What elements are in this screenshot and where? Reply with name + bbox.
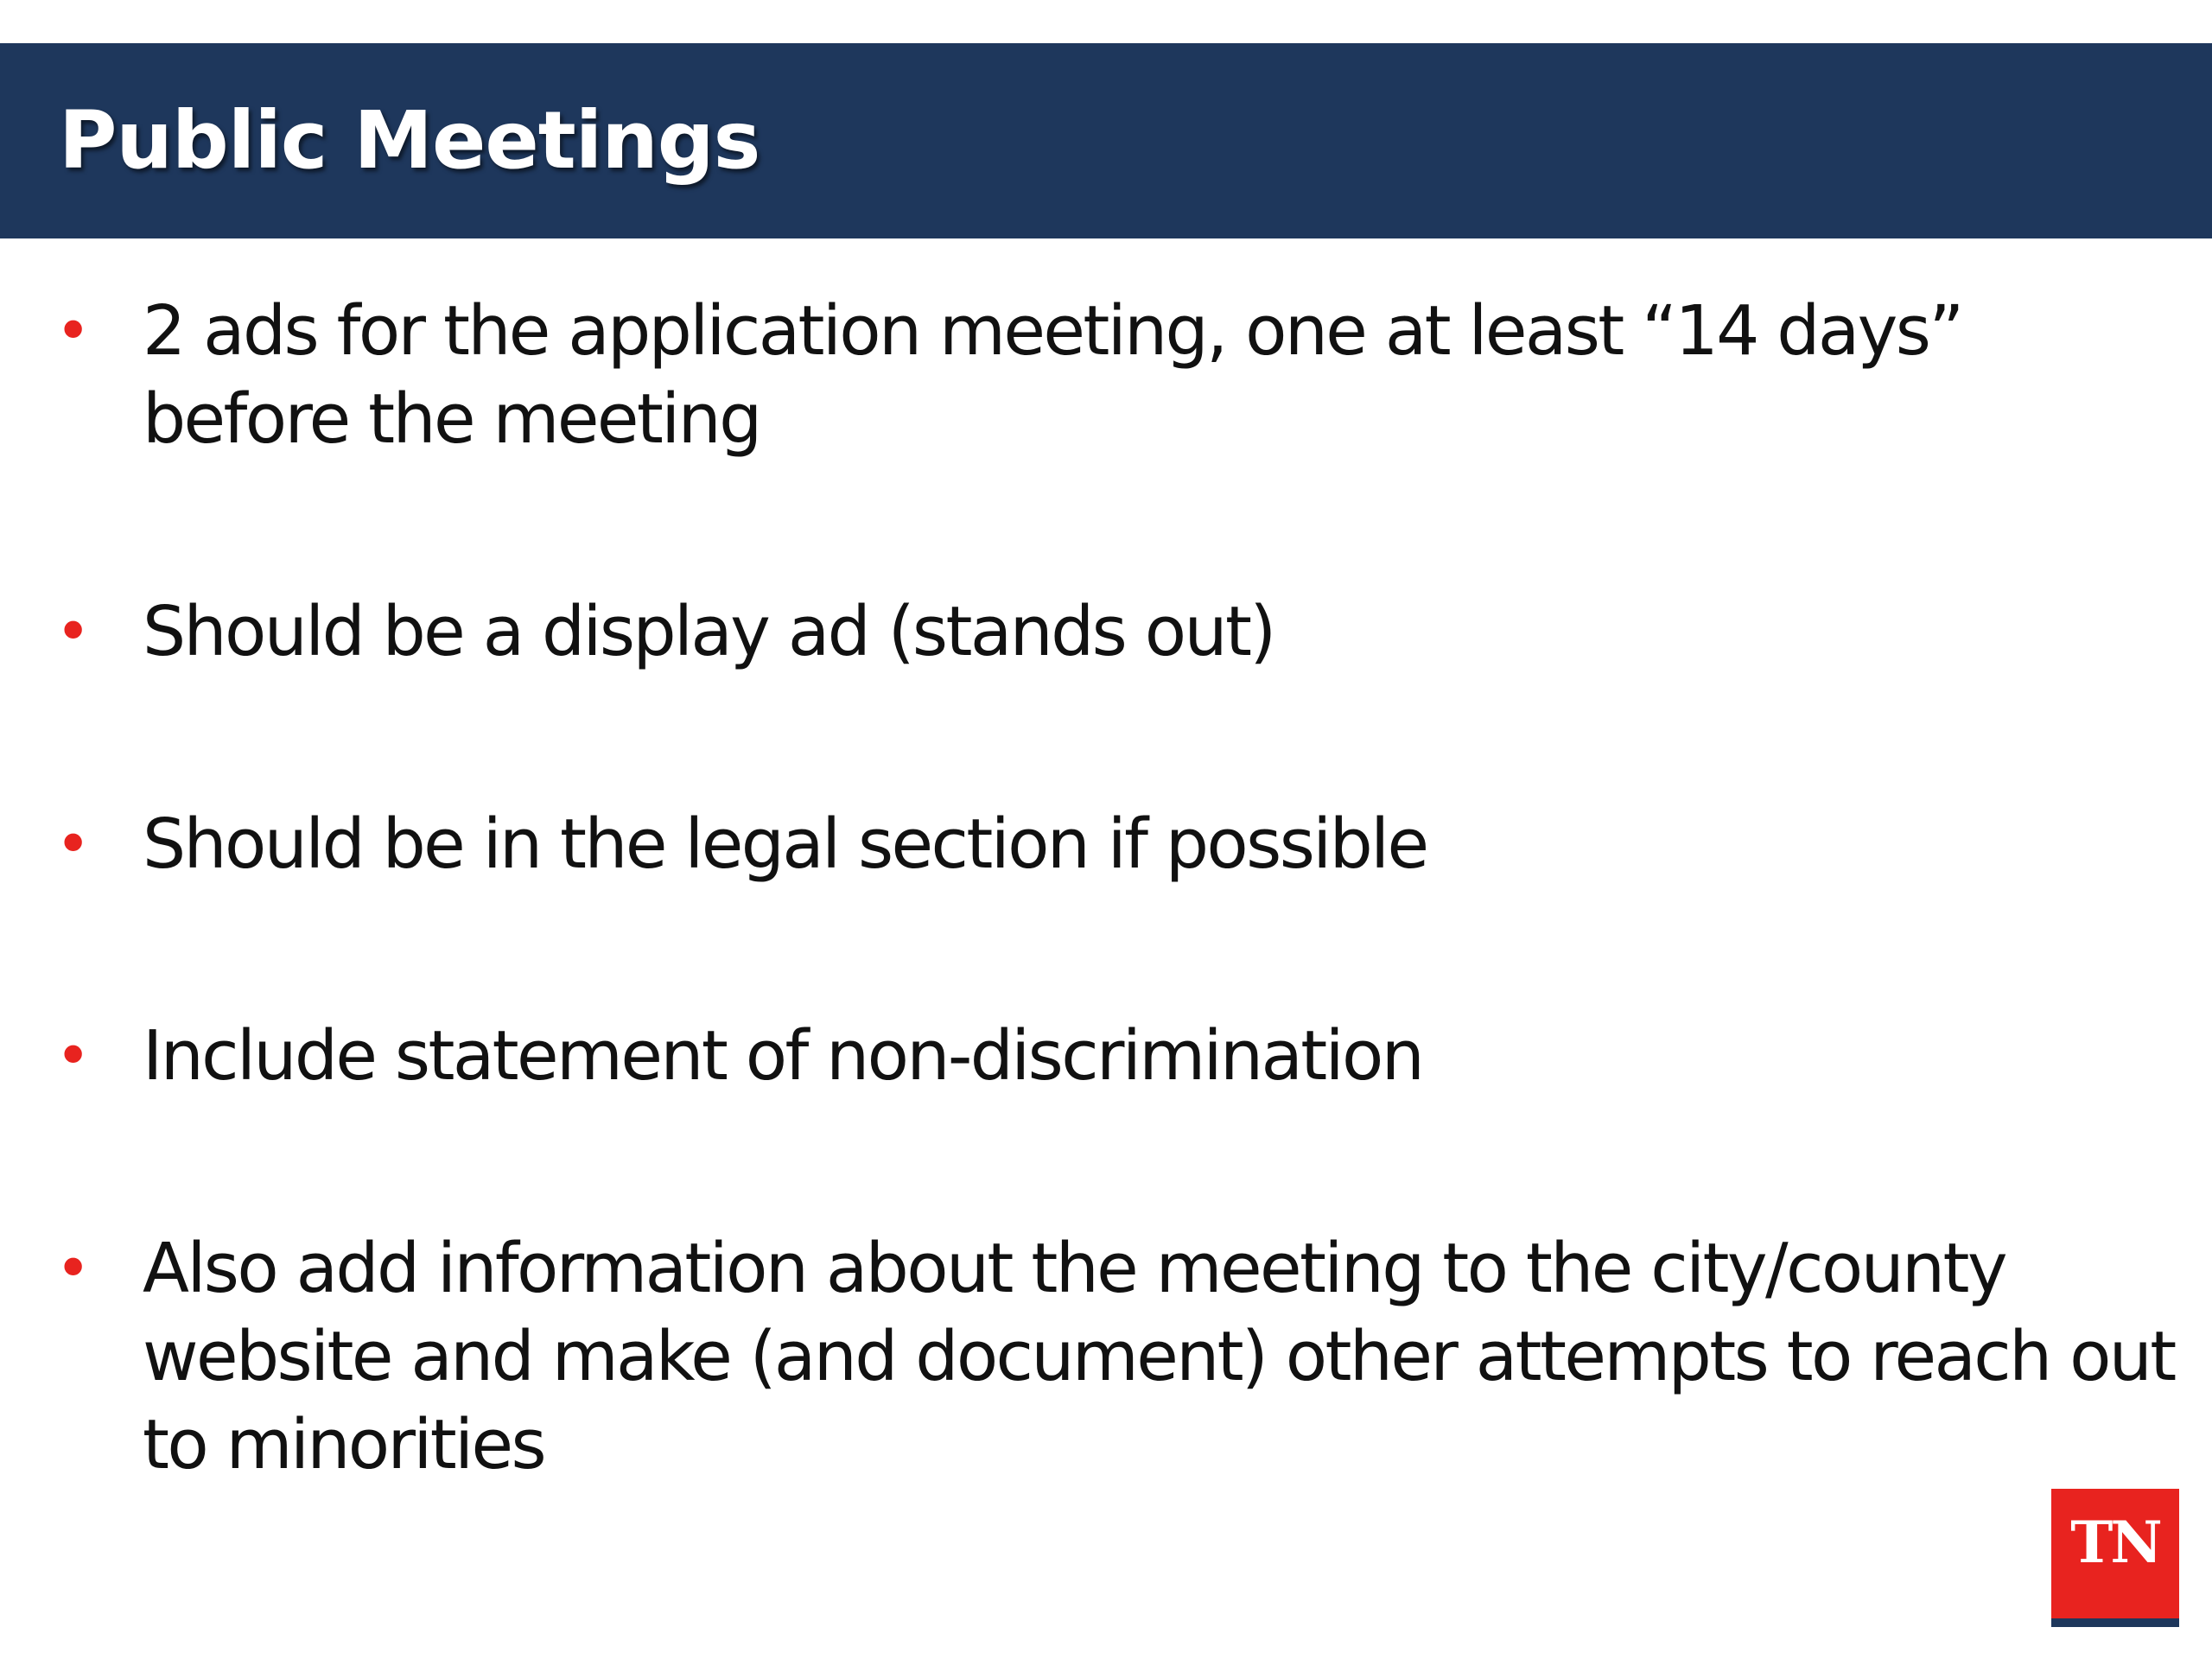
bullet-text: Should be in the legal section if possible <box>143 804 1427 884</box>
bullet-dot-icon: • <box>55 596 92 667</box>
slide-title: Public Meetings <box>59 94 760 187</box>
tn-logo-text: TN <box>2070 1509 2160 1576</box>
bullet-text: Should be a display ad (stands out) <box>143 592 1274 671</box>
bullet-dot-icon: • <box>55 809 92 880</box>
bullet-text: Also add information about the meeting to the city/county website and make (and document) other attempts to reach out to minorities <box>143 1229 2175 1484</box>
bullet-text: 2 ads for the application meeting, one at least “14 days” before the meeting <box>143 291 1962 459</box>
bullet-dot-icon: • <box>55 1020 92 1091</box>
tn-state-logo-icon <box>2051 1489 2179 1627</box>
bullet-text: Include statement of non-discrimination <box>143 1016 1423 1096</box>
bullet-dot-icon: • <box>55 1233 92 1304</box>
bullet-dot-icon: • <box>55 296 92 366</box>
